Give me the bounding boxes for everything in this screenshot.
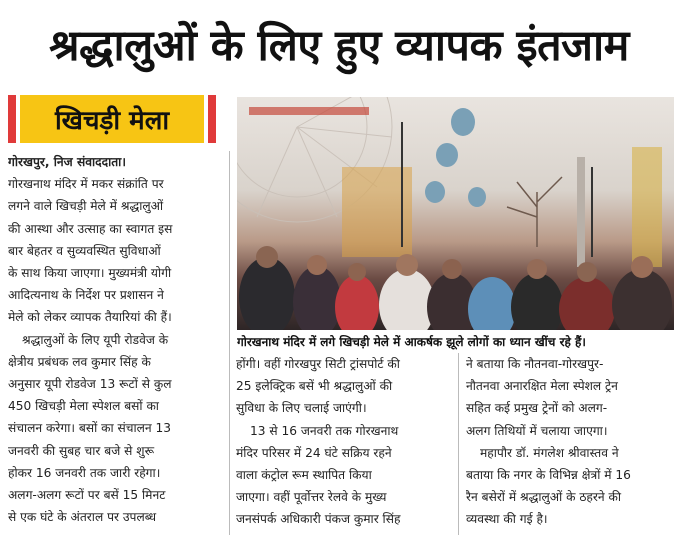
paragraph-line: होंगी। वहीं गोरखपुर सिटी ट्रांसपोर्ट की [236, 357, 400, 371]
paragraph-line: जनवरी की सुबह चार बजे से शुरू [8, 443, 155, 458]
paragraph-line: अलग-अलग रूटों पर बसें 15 मिनट [8, 488, 166, 503]
paragraph-line: महापौर डॉ. मंगलेश श्रीवास्तव ने [480, 445, 619, 460]
paragraph-line: आदित्यनाथ के निर्देश पर प्रशासन ने [8, 288, 164, 303]
paragraph-line: 25 इलेक्ट्रिक बसें भी श्रद्धालुओं की [236, 379, 393, 394]
paragraph-line: गोरखनाथ मंदिर में मकर संक्रांति पर [8, 177, 164, 192]
paragraph-line: मेले को लेकर व्यापक तैयारियां की हैं। [8, 310, 172, 325]
paragraph-line: मंदिर परिसर में 24 घंटे सक्रिय रहने [236, 445, 392, 460]
paragraph-line: लगने वाले खिचड़ी मेले में श्रद्धालुओं [8, 199, 164, 214]
article-column-2 [236, 353, 450, 531]
paragraph-line: रैन बसेरों में श्रद्धालुओं के ठहरने की [466, 490, 622, 505]
paragraph-line: अलग तिथियों में चलाया जाएगा। [466, 423, 608, 438]
fair-photo [237, 97, 674, 330]
paragraph-line: बताया कि नगर के विभिन्न क्षेत्रों में 16 [466, 468, 631, 483]
paragraph-line: से एक घंटे के अंतराल पर उपलब्ध [8, 510, 157, 525]
paragraph-line: जनसंपर्क अधिकारी पंकज कुमार सिंह [236, 512, 401, 527]
paragraph-line: बार बेहतर व सुव्यवस्थित सुविधाओं [8, 243, 161, 258]
paragraph-line: नौतनवा अनारक्षित मेला स्पेशल ट्रेन [466, 379, 618, 394]
dateline: गोरखपुर, निज संवाददाता। [8, 155, 126, 169]
article-column-1 [8, 151, 222, 528]
column-divider [229, 151, 230, 535]
paragraph-line: व्यवस्था की गई है। [466, 512, 548, 527]
paragraph-line: जाएगा। वहीं पूर्वोत्तर रेलवे के मुख्य [236, 490, 387, 505]
article-column-3 [466, 353, 674, 531]
kicker-bar-right [208, 95, 216, 143]
paragraph-line: 13 से 16 जनवरी तक गोरखनाथ [250, 423, 399, 438]
paragraph-line: क्षेत्रीय प्रबंधक लव कुमार सिंह के [8, 354, 151, 369]
paragraph-line: की आस्था और उत्साह का स्वागत इस [8, 221, 173, 236]
paragraph-line: श्रद्धालुओं के लिए यूपी रोडवेज के [22, 332, 169, 347]
paragraph-line: अनुसार यूपी रोडवेज 13 रूटों से कुल [8, 377, 172, 392]
photo-caption: गोरखनाथ मंदिर में लगे खिचड़ी मेले में आकर्षक झूले लोगों का ध्यान खींच रहे हैं। [237, 335, 586, 349]
paragraph-line: होकर 16 जनवरी तक जारी रहेगा। [8, 465, 161, 480]
paragraph-line: के साथ किया जाएगा। मुख्यमंत्री योगी [8, 266, 172, 281]
kicker-text: खिचड़ी मेला [20, 95, 204, 143]
section-label [8, 95, 216, 143]
paragraph-line: ने बताया कि नौतनवा-गोरखपुर- [466, 357, 604, 371]
paragraph-line: सहित कई प्रमुख ट्रेनों को अलग- [466, 401, 608, 416]
headline: श्रद्धालुओं के लिए हुए व्यापक इंतजाम [49, 20, 629, 71]
paragraph-line: संचालन करेगा। बसों का संचालन 13 [8, 421, 172, 436]
paragraph-line: सुविधा के लिए चलाई जाएंगी। [236, 401, 367, 416]
column-divider [458, 353, 459, 535]
paragraph-line: वाला कंट्रोल रूम स्थापित किया [236, 468, 372, 483]
fair-photo-illustration [237, 97, 674, 330]
kicker-bar-left [8, 95, 16, 143]
paragraph-line: 450 खिचड़ी मेला स्पेशल बसों का [8, 399, 159, 414]
